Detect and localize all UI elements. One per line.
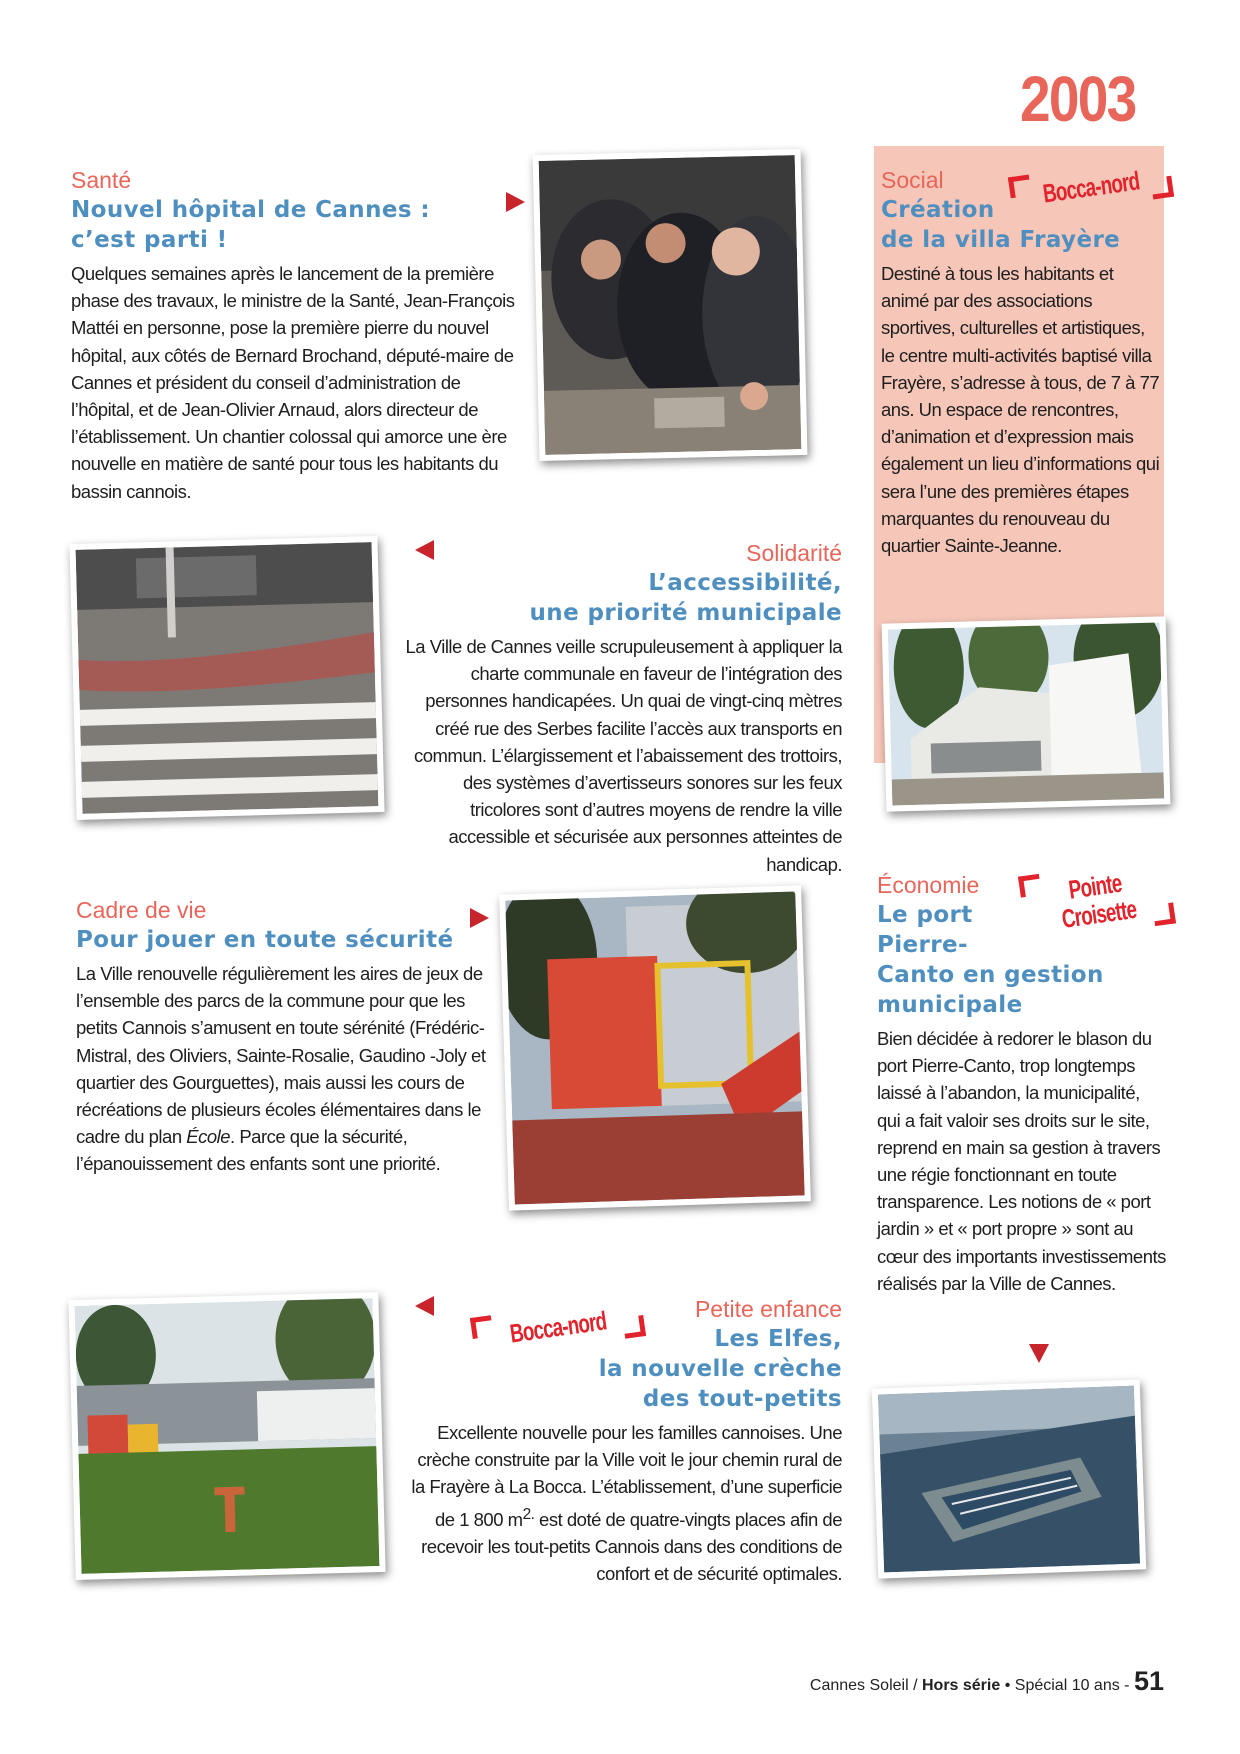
footer-series: Hors série — [921, 1677, 1001, 1694]
villa-frayere-image — [888, 622, 1165, 805]
economie-title-line1: Le port — [877, 902, 973, 928]
footer-special: Spécial 10 ans - — [1014, 1677, 1130, 1694]
footer-bullet: • — [1004, 1677, 1011, 1694]
enfance-photo — [68, 1292, 385, 1580]
enfance-category: Petite enfance — [694, 1296, 842, 1322]
down-arrow-icon — [1029, 1344, 1049, 1363]
enfance-title-line1: Les Elfes, — [714, 1326, 842, 1352]
playground-image — [505, 892, 804, 1205]
social-stamp-label: Bocca-nord — [1040, 165, 1142, 209]
cadre-category: Cadre de vie — [76, 897, 207, 923]
left-arrow-icon — [415, 1296, 434, 1316]
solidarite-title-line1: L’accessibilité, — [648, 570, 842, 596]
economie-title-line4: municipale — [877, 992, 1023, 1018]
footer-page-number: 51 — [1133, 1666, 1164, 1696]
sante-photo — [533, 149, 808, 461]
cadre-article — [76, 895, 506, 1178]
social-body: Destiné à tous les habitants et animé par des associations sportives, culturelles et artistiques, le centre multi-activités baptisé villa Frayère, s’adresse à tous, de 7 à 77 ans. Un espace de rencontres, d’animation et d’expression mais également un lieu d’informations qui sera l’une des premières étapes marquantes du renouveau du quartier Sainte-Jeanne. — [881, 263, 1160, 557]
economie-title-line2: Pierre- — [877, 932, 968, 958]
cadre-photo — [499, 885, 811, 1210]
creche-image — [75, 1298, 380, 1574]
economie-stamp-line2: Croisette — [1059, 893, 1139, 934]
economie-title-line3: Canto en gestion — [877, 962, 1104, 988]
economie-category: Économie — [877, 872, 980, 898]
social-article — [881, 165, 1161, 559]
sante-title-line2: c’est parti ! — [71, 227, 228, 253]
economie-stamp-line1: Pointe — [1066, 867, 1124, 905]
year-heading: 2003 — [1020, 63, 1136, 135]
economie-photo — [872, 1379, 1146, 1578]
enfance-body-end: est doté de quatre-vingts places afin de recevoir les tout-petits Cannois dans des conditions de confort et de sécurité optimales. — [421, 1508, 842, 1585]
solidarite-title-line2: une priorité municipale — [529, 600, 842, 626]
solidarite-body: La Ville de Cannes veille scrupuleusement à appliquer la charte communale en faveur de l’intégration des personnes handicapées. Un quai de vingt-cinq mètres créé rue des Serbes facilite l’accès aux transports en commun. L’élargissement et l’abaissement des trottoirs, des systèmes d’avertisseurs sonores sur les feux tricolores sont d’autres moyens de rendre la ville accessible et sécurisée aux personnes atteintes de handicap. — [405, 636, 842, 875]
social-title-line1: Création — [881, 197, 995, 223]
enfance-title-line3: des tout-petits — [642, 1386, 842, 1412]
solidarite-category: Solidarité — [746, 540, 842, 566]
cadre-body — [76, 960, 506, 1178]
social-category: Social — [881, 167, 944, 193]
economie-body: Bien décidée à redorer le blason du port Pierre-Canto, trop longtemps laissé à l’abandon, la municipalité, qui a fait valoir ses droits sur le site, reprend en main sa gestion à travers une régie fonctionnant en toute transparence. Les notions de « port jardin » et « port propre » sont au cœur des importants investissements réalisés par la Ville de Cannes. — [877, 1028, 1166, 1294]
port-aerial-image — [878, 1386, 1140, 1573]
hospital-ceremony-image — [539, 155, 802, 455]
right-arrow-icon — [470, 908, 489, 928]
right-arrow-icon — [506, 192, 525, 212]
page-footer — [810, 1666, 1164, 1697]
cadre-title: Pour jouer en toute sécurité — [76, 927, 454, 953]
left-arrow-icon — [415, 540, 434, 560]
enfance-body-sup: 2. — [522, 1505, 535, 1523]
economie-article — [877, 870, 1167, 1297]
social-title-line2: de la villa Frayère — [881, 227, 1121, 253]
sante-article — [71, 165, 521, 505]
sante-body: Quelques semaines après le lancement de la première phase des travaux, le ministre de la Santé, Jean-François Mattéi en personne, pose la première pierre du nouvel hôpital, aux côtés de Bernard Brochand, député-maire de Cannes et président du conseil d’administration de l’hôpital, et de Jean-Olivier Arnaud, alors directeur de l’établissement. Un chantier colossal qui amorce une ère nouvelle en matière de santé pour tous les habitants du bassin cannois. — [71, 263, 515, 502]
cadre-body-text: La Ville renouvelle régulièrement les aires de jeux de l’ensemble des parcs de la commune pour que les petits Cannois s’amusent en toute sérénité (Frédéric-Mistral, des Oliviers, Sainte-Rosalie, Gaudino -Joly et quartier des Gourguettes), mais aussi les cours de récréations de plusieurs écoles élémentaires dans le cadre du plan — [76, 963, 486, 1148]
sante-category: Santé — [71, 167, 132, 193]
solidarite-photo — [69, 536, 384, 820]
crosswalk-image — [76, 542, 379, 814]
enfance-stamp-label: Bocca-nord — [507, 1305, 609, 1349]
solidarite-article — [404, 538, 842, 878]
enfance-article — [404, 1294, 842, 1587]
sante-title-line1: Nouvel hôpital de Cannes : — [71, 197, 430, 223]
enfance-title-line2: la nouvelle crèche — [598, 1356, 842, 1382]
social-photo — [882, 616, 1171, 811]
footer-magazine: Cannes Soleil / — [809, 1677, 918, 1694]
enfance-body — [404, 1419, 842, 1587]
enfance-body-text: Excellente nouvelle pour les familles cannoises. Une crèche construite par la Ville voit le jour chemin rural de la Frayère à La Bocca. L’établissement, d’une superficie de 1 800 m — [411, 1422, 842, 1530]
cadre-body-plan: École — [186, 1126, 231, 1148]
cadre-body-end: . Parce que la sécurité, l’épanouissement des enfants sont une priorité. — [76, 1126, 441, 1175]
